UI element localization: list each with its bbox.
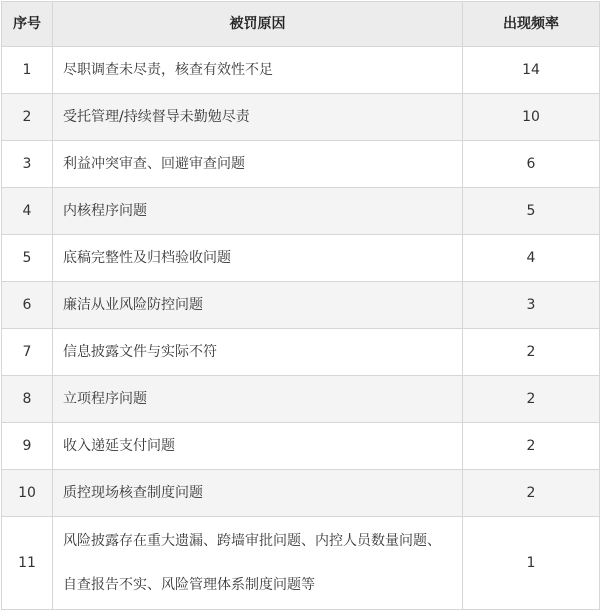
row-frequency: 6 <box>463 141 600 188</box>
row-reason: 利益冲突审查、回避审查问题 <box>53 141 463 188</box>
row-reason: 受托管理/持续督导未勤勉尽责 <box>53 94 463 141</box>
row-no: 11 <box>2 517 53 610</box>
row-reason: 信息披露文件与实际不符 <box>53 329 463 376</box>
row-reason: 底稿完整性及归档验收问题 <box>53 235 463 282</box>
row-reason: 收入递延支付问题 <box>53 423 463 470</box>
row-reason: 质控现场核查制度问题 <box>53 470 463 517</box>
row-no: 2 <box>2 94 53 141</box>
table-row <box>2 282 600 329</box>
row-no: 8 <box>2 376 53 423</box>
row-no: 9 <box>2 423 53 470</box>
penalty-reasons-table-container <box>1 1 599 610</box>
row-frequency: 2 <box>463 470 600 517</box>
header-no: 序号 <box>2 2 53 47</box>
table-row <box>2 423 600 470</box>
row-frequency: 2 <box>463 329 600 376</box>
table-row <box>2 329 600 376</box>
row-frequency: 2 <box>463 376 600 423</box>
row-no: 6 <box>2 282 53 329</box>
row-reason-line-2: 自查报告不实、风险管理体系制度问题等 <box>63 577 315 593</box>
row-reason: 立项程序问题 <box>53 376 463 423</box>
table-row <box>2 47 600 94</box>
table-row <box>2 188 600 235</box>
table-row <box>2 517 600 610</box>
table-row <box>2 235 600 282</box>
row-no: 10 <box>2 470 53 517</box>
row-frequency: 1 <box>463 517 600 610</box>
penalty-reasons-table <box>1 1 600 610</box>
row-no: 3 <box>2 141 53 188</box>
row-frequency: 5 <box>463 188 600 235</box>
row-frequency: 10 <box>463 94 600 141</box>
table-row <box>2 470 600 517</box>
row-reason <box>53 517 463 610</box>
header-reason: 被罚原因 <box>53 2 463 47</box>
row-frequency: 2 <box>463 423 600 470</box>
table-row <box>2 94 600 141</box>
table-row <box>2 141 600 188</box>
header-frequency: 出现频率 <box>463 2 600 47</box>
row-no: 7 <box>2 329 53 376</box>
row-reason: 内核程序问题 <box>53 188 463 235</box>
row-frequency: 4 <box>463 235 600 282</box>
row-no: 5 <box>2 235 53 282</box>
table-header-row <box>2 2 600 47</box>
row-no: 4 <box>2 188 53 235</box>
row-reason: 尽职调查未尽责，核查有效性不足 <box>53 47 463 94</box>
row-no: 1 <box>2 47 53 94</box>
row-reason: 廉洁从业风险防控问题 <box>53 282 463 329</box>
row-reason-line-1: 风险披露存在重大遗漏、跨墙审批问题、内控人员数量问题、 <box>63 533 441 549</box>
row-frequency: 3 <box>463 282 600 329</box>
row-frequency: 14 <box>463 47 600 94</box>
table-row <box>2 376 600 423</box>
